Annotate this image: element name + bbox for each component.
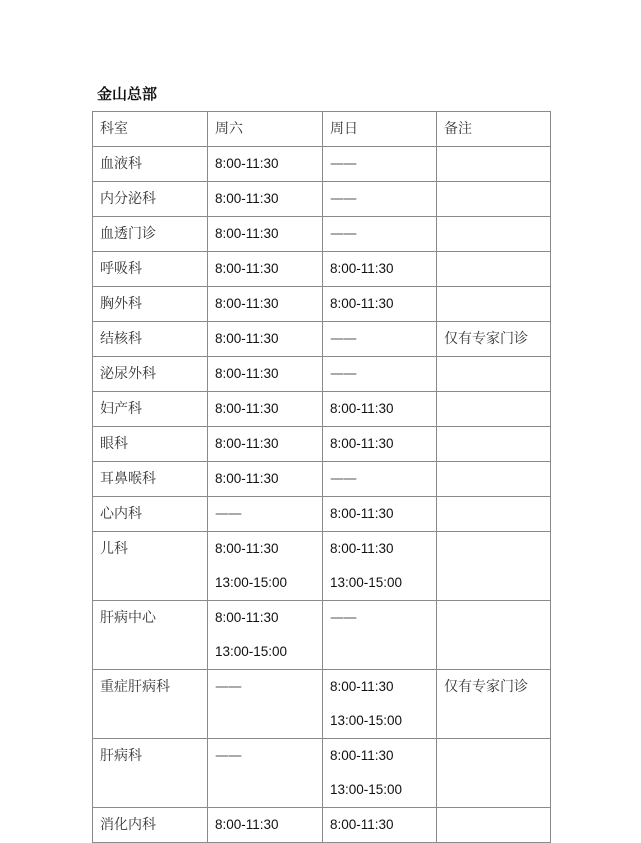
department-cell [93, 462, 208, 497]
saturday-hours-cell [208, 392, 323, 427]
table-row [93, 287, 551, 322]
department-name: 肝病科 [100, 748, 142, 764]
sunday-hours-cell-value: —— [330, 156, 356, 172]
department-name: 血透门诊 [100, 226, 156, 242]
saturday-hours-cell-value: 8:00-11:30 [215, 401, 279, 416]
saturday-hours-cell-value: 13:00-15:00 [215, 644, 288, 659]
sunday-hours-cell [323, 322, 437, 357]
sunday-hours-cell [323, 601, 437, 670]
schedule-table-body [93, 112, 551, 843]
column-header-label: 科室 [100, 121, 128, 137]
sunday-hours-cell-value: 13:00-15:00 [330, 575, 403, 590]
notes-cell [437, 147, 551, 182]
sunday-hours-cell-value: —— [330, 191, 356, 207]
table-row [93, 462, 551, 497]
notes-text [444, 601, 550, 635]
sunday-hours-cell [323, 182, 437, 217]
sunday-hours-cell-value: —— [330, 331, 356, 347]
saturday-hours-cell [208, 182, 323, 217]
department-cell [93, 147, 208, 182]
table-row [93, 322, 551, 357]
sunday-hours-cell-value: 8:00-11:30 [330, 541, 394, 556]
department-cell [93, 392, 208, 427]
sunday-hours-cell-value: —— [330, 226, 356, 242]
sunday-hours-cell-value: —— [330, 366, 356, 382]
section-title: 金山总部 [97, 85, 158, 103]
column-header-sunday [323, 112, 437, 147]
department-name: 结核科 [100, 331, 142, 347]
saturday-hours-cell [208, 217, 323, 252]
sunday-hours-cell [323, 287, 437, 322]
sunday-hours-cell-value: 8:00-11:30 [330, 296, 394, 311]
saturday-hours-cell [208, 322, 323, 357]
saturday-hours-cell-value: 13:00-15:00 [215, 575, 288, 590]
department-cell [93, 601, 208, 670]
sunday-hours-cell [323, 532, 437, 601]
table-row [93, 252, 551, 287]
notes-text [444, 252, 550, 286]
sunday-hours-cell [323, 147, 437, 182]
department-cell [93, 670, 208, 739]
notes-cell [437, 497, 551, 532]
sunday-hours-cell [323, 252, 437, 287]
notes-text [444, 147, 550, 181]
department-cell [93, 357, 208, 392]
sunday-hours-cell [323, 357, 437, 392]
department-name: 血液科 [100, 156, 142, 172]
sunday-hours-cell [323, 462, 437, 497]
sunday-hours-cell [323, 427, 437, 462]
saturday-hours-cell-value: —— [215, 506, 241, 522]
table-row [93, 357, 551, 392]
saturday-hours-cell [208, 601, 323, 670]
sunday-hours-cell-value: 8:00-11:30 [330, 506, 394, 521]
table-row [93, 217, 551, 252]
department-cell [93, 532, 208, 601]
department-cell [93, 217, 208, 252]
table-row [93, 532, 551, 601]
department-name: 眼科 [100, 436, 128, 452]
notes-text [444, 357, 550, 391]
sunday-hours-cell-value: 8:00-11:30 [330, 748, 394, 763]
department-cell [93, 182, 208, 217]
sunday-hours-cell-value: 8:00-11:30 [330, 679, 394, 694]
saturday-hours-cell-value: 8:00-11:30 [215, 471, 279, 486]
notes-cell [437, 392, 551, 427]
table-row [93, 392, 551, 427]
saturday-hours-cell [208, 462, 323, 497]
department-name: 儿科 [100, 541, 128, 557]
sunday-hours-cell-value: 8:00-11:30 [330, 401, 394, 416]
sunday-hours-cell [323, 497, 437, 532]
department-name: 重症肝病科 [100, 679, 170, 695]
notes-text [444, 287, 550, 321]
saturday-hours-cell-value: 8:00-11:30 [215, 817, 279, 832]
sunday-hours-cell [323, 670, 437, 739]
notes-text [444, 532, 550, 566]
notes-cell [437, 252, 551, 287]
column-header-label: 周六 [215, 121, 243, 137]
column-header-label: 周日 [330, 121, 358, 137]
saturday-hours-cell [208, 497, 323, 532]
notes-cell [437, 601, 551, 670]
department-name: 呼吸科 [100, 261, 142, 277]
saturday-hours-cell [208, 357, 323, 392]
table-row [93, 739, 551, 808]
saturday-hours-cell [208, 808, 323, 843]
sunday-hours-cell-value: 13:00-15:00 [330, 713, 403, 728]
notes-cell [437, 217, 551, 252]
sunday-hours-cell-value: 8:00-11:30 [330, 436, 394, 451]
saturday-hours-cell-value: 8:00-11:30 [215, 541, 279, 556]
department-name: 胸外科 [100, 296, 142, 312]
sunday-hours-cell-value: 13:00-15:00 [330, 782, 403, 797]
department-name: 消化内科 [100, 817, 156, 833]
saturday-hours-cell [208, 252, 323, 287]
notes-cell [437, 532, 551, 601]
sunday-hours-cell [323, 217, 437, 252]
table-header-row [93, 112, 551, 147]
sunday-hours-cell-value: —— [330, 471, 356, 487]
department-cell [93, 287, 208, 322]
notes-text [444, 217, 550, 251]
notes-text [444, 462, 550, 496]
table-row [93, 147, 551, 182]
saturday-hours-cell-value: 8:00-11:30 [215, 610, 279, 625]
notes-cell [437, 182, 551, 217]
saturday-hours-cell [208, 287, 323, 322]
saturday-hours-cell-value: —— [215, 679, 241, 695]
schedule-table [92, 111, 551, 843]
department-name: 泌尿外科 [100, 366, 156, 382]
sunday-hours-cell-value: 8:00-11:30 [330, 261, 394, 276]
notes-text [444, 182, 550, 216]
department-name: 肝病中心 [100, 610, 156, 626]
column-header-notes [437, 112, 551, 147]
notes-cell [437, 670, 551, 739]
notes-cell [437, 808, 551, 843]
notes-cell [437, 287, 551, 322]
table-row [93, 670, 551, 739]
saturday-hours-cell-value: 8:00-11:30 [215, 436, 279, 451]
notes-text [444, 497, 550, 531]
notes-text [444, 739, 550, 773]
notes-text: 仅有专家门诊 [444, 331, 528, 347]
saturday-hours-cell [208, 427, 323, 462]
notes-text [444, 427, 550, 461]
department-name: 妇产科 [100, 401, 142, 417]
saturday-hours-cell-value: 8:00-11:30 [215, 261, 279, 276]
table-row [93, 182, 551, 217]
saturday-hours-cell [208, 670, 323, 739]
department-cell [93, 252, 208, 287]
saturday-hours-cell-value: 8:00-11:30 [215, 156, 279, 171]
saturday-hours-cell-value: 8:00-11:30 [215, 366, 279, 381]
sunday-hours-cell-value: 8:00-11:30 [330, 817, 394, 832]
notes-cell [437, 357, 551, 392]
saturday-hours-cell-value: —— [215, 748, 241, 764]
notes-cell [437, 462, 551, 497]
saturday-hours-cell [208, 532, 323, 601]
notes-cell [437, 739, 551, 808]
department-name: 耳鼻喉科 [100, 471, 156, 487]
saturday-hours-cell-value: 8:00-11:30 [215, 191, 279, 206]
notes-text [444, 808, 550, 842]
saturday-hours-cell [208, 147, 323, 182]
department-cell [93, 427, 208, 462]
notes-cell [437, 322, 551, 357]
table-row [93, 497, 551, 532]
saturday-hours-cell-value: 8:00-11:30 [215, 331, 279, 346]
notes-text: 仅有专家门诊 [444, 679, 528, 695]
table-row [93, 427, 551, 462]
sunday-hours-cell-value: —— [330, 610, 356, 626]
department-cell [93, 808, 208, 843]
department-cell [93, 497, 208, 532]
notes-text [444, 392, 550, 426]
column-header-saturday [208, 112, 323, 147]
column-header-label: 备注 [444, 121, 472, 137]
sunday-hours-cell [323, 808, 437, 843]
saturday-hours-cell-value: 8:00-11:30 [215, 226, 279, 241]
notes-cell [437, 427, 551, 462]
department-name: 内分泌科 [100, 191, 156, 207]
saturday-hours-cell [208, 739, 323, 808]
table-row [93, 601, 551, 670]
sunday-hours-cell [323, 739, 437, 808]
saturday-hours-cell-value: 8:00-11:30 [215, 296, 279, 311]
column-header-department [93, 112, 208, 147]
sunday-hours-cell [323, 392, 437, 427]
department-name: 心内科 [100, 506, 142, 522]
table-row [93, 808, 551, 843]
department-cell [93, 322, 208, 357]
department-cell [93, 739, 208, 808]
